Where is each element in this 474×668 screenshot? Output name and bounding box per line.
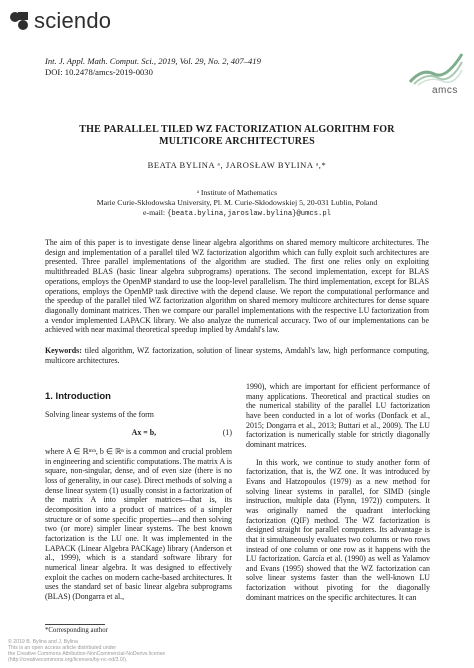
title-line-2: MULTICORE ARCHITECTURES: [159, 136, 315, 147]
footnote: *Corresponding author: [45, 627, 108, 634]
left-column: [45, 384, 232, 601]
equation-spacer: [45, 428, 65, 438]
keywords: [45, 346, 429, 365]
sciendo-mark-icon: [8, 10, 30, 32]
equation-number: (1): [222, 428, 232, 438]
right-column: [246, 382, 430, 602]
sciendo-logo[interactable]: [8, 8, 111, 34]
amcs-logo-icon: [408, 48, 464, 86]
equation-body: Ax = b,: [131, 428, 157, 438]
intro-right-paragraph-1: 1990), which are important for efficient performance of many applications. Theoretical and practical studies on the numerical stability of the parallel LU factorization have been conducted in a lot of works (Donfack et al., 2015; Dongarra et al., 2013; Buttari et al., 2009). The LU factorization is numerically stable for strictly diagonally dominant matrices.: [246, 382, 430, 449]
paper-title: [40, 124, 434, 148]
email-line: [40, 208, 434, 219]
amcs-wordmark: amcs: [432, 85, 458, 96]
journal-citation-block: [45, 56, 261, 78]
affiliation: [40, 188, 434, 219]
license-line-2: This is an open access article distributed under: [8, 645, 117, 651]
journal-citation: Int. J. Appl. Math. Comput. Sci., 2019, Vol. 29, No. 2, 407–419: [45, 56, 261, 66]
license-notice: [8, 639, 248, 663]
abstract: The aim of this paper is to investigate dense linear algebra algorithms on shared memory multicore architectures. The design and implementation of a parallel tiled WZ factorization algorithm which can fully exploit such architectures are presented. Three parallel implementations of the algorithm are studied. The first one relies only on exploiting multithreaded BLAS (basic linear algebra subprograms) operations. The second implementation, except for BLAS operations, employs the OpenMP standard to use the loop-level parallelism. The third implementation, except for BLAS operations, employs the OpenMP task directive with the depend clause. We report the computational performance and the speedup of the parallel tiled WZ factorization algorithm on shared memory multicore architectures for dense square diagonally dominant matrices. Then we compare our parallel implementations with the respective LU factorization from a vendor implemented LAPACK library. We also analyze the numerical accuracy. Two of our implementations can be achieved with near maximal theoretical speedup implied by Amdahl's law.: [45, 238, 429, 335]
intro-left-paragraph: where A ∈ ℝⁿˣⁿ, b ∈ ℝⁿ is a common and crucial problem in engineering and scientific computations. The matrix A is square, non-singular, dense, and of even size (there is no loss of generality, in our case). Direct methods of solving a dense linear system (1) usually consist in a factorization of the matrix A into simpler matrices—that is, its decomposition into a product of matrices of a simpler structure or of some specific properties—and then solving two (or more) simpler linear systems. The best known factorization is the LU one. It was implemented in the LAPACK (Linear Algebra PACKage) library (Anderson et al., 1999), which is a standard software library for numerical linear algebra. It was designed to effectively exploit the caches on modern cache-based architectures. It uses the standard set of basic linear algebra subprograms (BLAS) (Dongarra et al.,: [45, 446, 232, 601]
license-line-4[interactable]: (http://creativecommons.org/licenses/by-nc-nd/3.0/).: [8, 657, 128, 663]
sciendo-wordmark: sciendo: [34, 8, 112, 33]
license-line-1: © 2019 B. Bylina and J. Bylina: [8, 639, 78, 645]
email-label: e-mail:: [143, 208, 166, 217]
email-address[interactable]: {beata.bylina,jaroslaw.bylina}@umcs.pl: [167, 210, 331, 218]
keywords-text: tiled algorithm, WZ factorization, solution of linear systems, Amdahl's law, high performance computing, multicore architectures.: [45, 346, 429, 365]
affiliation-address: Marie Curie-Skłodowska University, Pl. M. Curie-Skłodowskiej 5, 20-031 Lublin, Poland: [96, 198, 378, 207]
authors: BEATA BYLINA ᵃ, JAROSŁAW BYLINA ᵃ,*: [147, 160, 327, 170]
license-line-3[interactable]: the Creative Commons Attribution-NonCommercial-NoDerivs license: [8, 651, 166, 657]
intro-right-paragraph-2: In this work, we continue to study another form of factorization, that is, the WZ one. It was introduced by Evans and Hatzopoulos (1979) as a new method for solving linear systems in parallel, for SIMD (single instruction, multiple data (Flynn, 1972)) computers. It was originally named the quadrant interlocking factorization (QIF) method. The WZ factorization is designed straight for parallel computers. Its advantage is that it simultaneously evaluates two columns or two rows instead of one column or one row as it happens with the LU factorization. García et al. (1990) as well as Yalamov and Evans (1995) showed that the WZ factorization can solve linear systems faster than the well-known LU factorization without pivoting for the diagonally dominant matrices on the specific architectures. It can: [246, 457, 430, 602]
footnote-rule: [45, 624, 105, 625]
intro-lead: Solving linear systems of the form: [45, 409, 154, 419]
keywords-label: Keywords:: [45, 346, 82, 355]
affiliation-label: ᵃ Institute of Mathematics: [196, 188, 278, 197]
section-heading: 1. Introduction: [45, 391, 111, 402]
title-line-1: THE PARALLEL TILED WZ FACTORIZATION ALGORITHM FOR: [79, 124, 395, 135]
equation-1: [45, 428, 232, 438]
paragraph-gap: [246, 450, 430, 458]
doi[interactable]: DOI: 10.2478/amcs-2019-0030: [45, 67, 153, 77]
